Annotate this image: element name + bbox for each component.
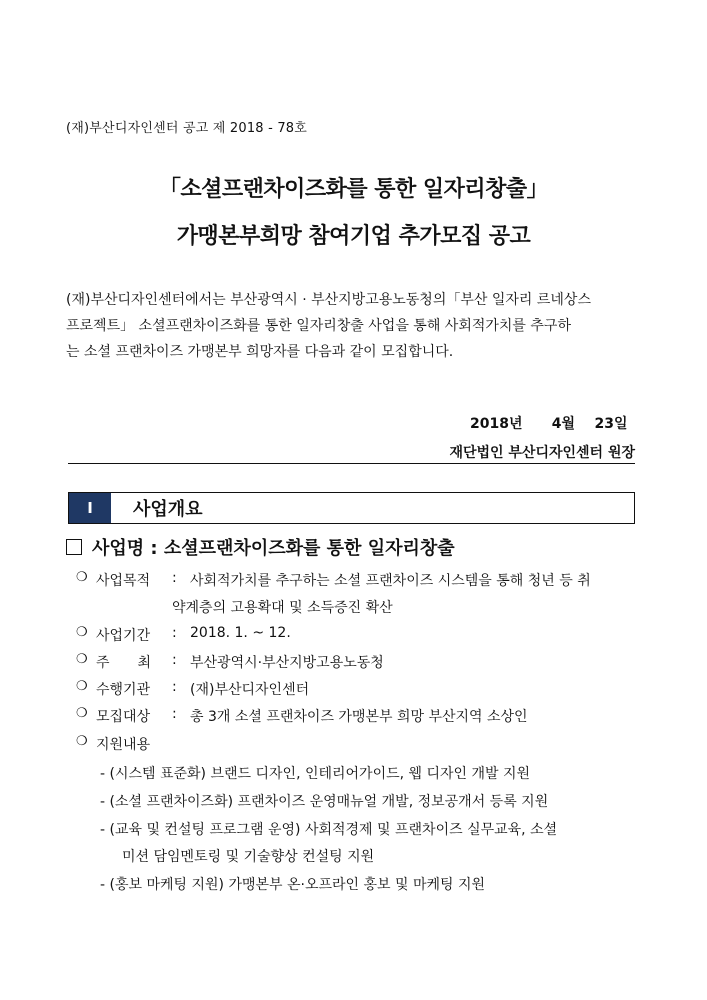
colon: : <box>172 706 177 722</box>
support-item: - (홍보 마케팅 지원) 가맹본부 온·오프라인 홍보 및 마케팅 지원 <box>100 877 486 893</box>
colon: : <box>172 625 177 641</box>
item-label: 주 최 <box>96 655 152 671</box>
item-value: 부산광역시·부산지방고용노동청 <box>190 655 384 671</box>
section-number: Ⅰ <box>69 493 111 523</box>
item-value: 사회적가치를 추구하는 소셜 프랜차이즈 시스템을 통해 청년 등 취 <box>190 573 591 589</box>
intro-line: (재)부산디자인센터에서는 부산광역시 · 부산지방고용노동청의「부산 일자리 르네상스 <box>66 292 591 308</box>
item-value: (재)부산디자인센터 <box>190 682 310 698</box>
circle-bullet-icon: ❍ <box>76 570 88 585</box>
divider <box>68 463 635 464</box>
section-title: 사업개요 <box>133 499 203 520</box>
colon: : <box>172 652 177 668</box>
circle-bullet-icon: ❍ <box>76 652 88 667</box>
announcement-date <box>470 413 628 433</box>
item-label: 수행기관 <box>96 682 151 698</box>
circle-bullet-icon: ❍ <box>76 625 88 640</box>
list-item <box>76 679 309 699</box>
title-line-2: 가맹본부희망 참여기업 추가모집 공고 <box>176 224 531 249</box>
date-year: 2018년 <box>470 416 523 432</box>
colon: : <box>172 679 177 695</box>
support-item: - (소셜 프랜차이즈화) 프랜차이즈 운영매뉴얼 개발, 정보공개서 등록 지원 <box>100 794 549 810</box>
list-item <box>76 570 591 590</box>
support-item: - (시스템 표준화) 브랜드 디자인, 인테리어가이드, 웹 디자인 개발 지원 <box>100 766 531 782</box>
circle-bullet-icon: ❍ <box>76 706 88 721</box>
intro-line: 는 소셜 프랜차이즈 가맹본부 희망자를 다음과 같이 모집합니다. <box>66 344 454 360</box>
intro-paragraph <box>66 287 642 365</box>
list-item <box>76 652 384 672</box>
item-value-continued: 약계층의 고용확대 및 소득증진 확산 <box>172 600 393 616</box>
project-heading <box>66 534 455 560</box>
item-value: 총 3개 소셜 프랜차이즈 가맹본부 희망 부산지역 소상인 <box>190 709 528 725</box>
project-heading-text: 사업명 : 소셜프랜차이즈화를 통한 일자리창출 <box>92 538 455 559</box>
list-item <box>76 734 172 754</box>
signer: 재단법인 부산디자인센터 원장 <box>449 445 635 461</box>
circle-bullet-icon: ❍ <box>76 734 88 749</box>
item-label: 지원내용 <box>96 737 151 753</box>
support-item-continued: 미션 담임멘토링 및 기술향상 컨설팅 지원 <box>122 849 375 865</box>
title-line-1: 「소셜프랜차이즈화를 통한 일자리창출」 <box>158 177 549 202</box>
date-month: 4월 <box>551 416 576 432</box>
item-value: 2018. 1. ~ 12. <box>190 625 291 641</box>
item-label: 사업기간 <box>96 628 151 644</box>
list-item <box>76 706 528 726</box>
notice-number: (재)부산디자인센터 공고 제 2018 - 78호 <box>66 121 308 136</box>
item-label: 사업목적 <box>96 573 151 589</box>
intro-line: 프로젝트」 소셜프랜차이즈화를 통한 일자리창출 사업을 통해 사회적가치를 추구하 <box>66 318 571 334</box>
checkbox-icon <box>66 539 82 555</box>
colon: : <box>172 570 177 586</box>
circle-bullet-icon: ❍ <box>76 679 88 694</box>
section-header <box>68 492 635 524</box>
list-item <box>76 625 291 645</box>
support-item: - (교육 및 컨설팅 프로그램 운영) 사회적경제 및 프랜차이즈 실무교육, 소셜 <box>100 822 558 838</box>
item-label: 모집대상 <box>96 709 151 725</box>
date-day: 23일 <box>594 416 628 432</box>
